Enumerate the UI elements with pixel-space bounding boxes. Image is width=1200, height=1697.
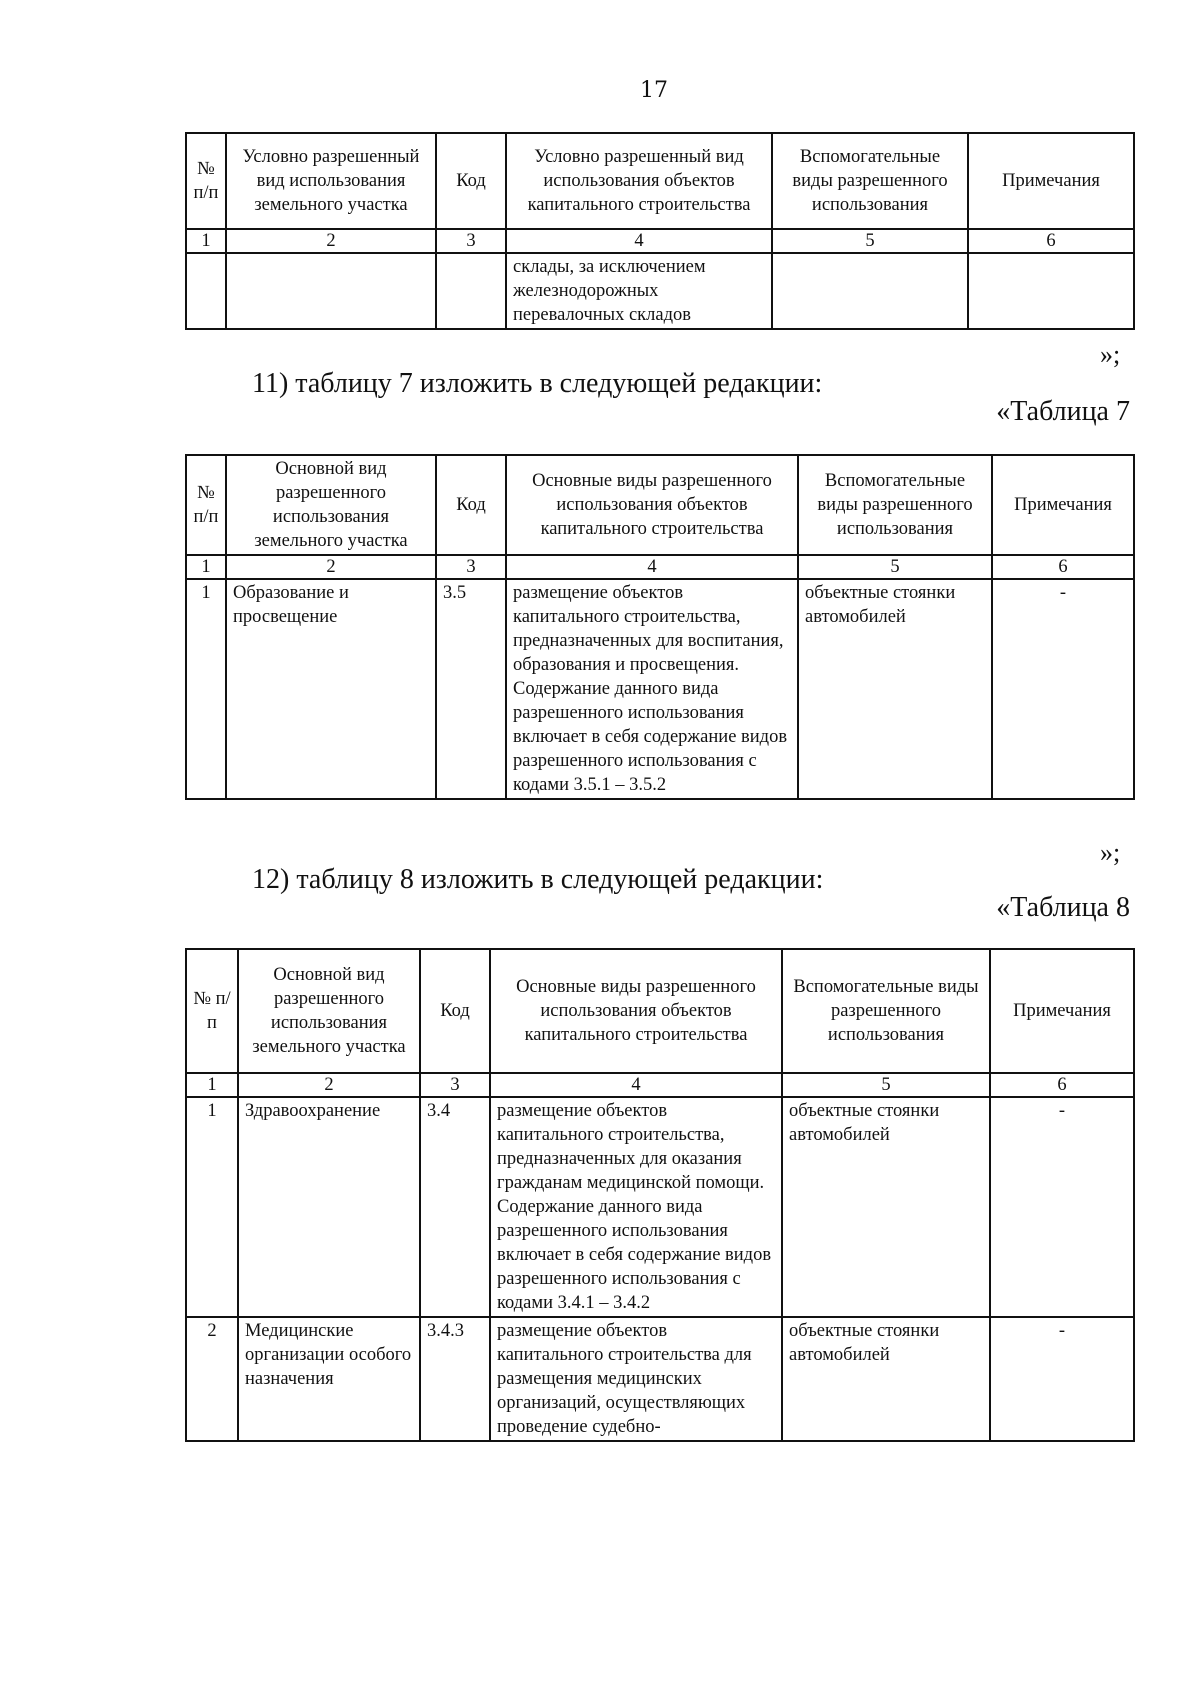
header-code: Код bbox=[436, 455, 506, 555]
header-auxiliary-uses: Вспомогательные виды разрешенного использования bbox=[772, 133, 968, 229]
cell-auxiliary-uses: объектные стоянки автомобилей bbox=[798, 579, 992, 799]
header-main-building-use-types: Основные виды разрешенного использования объектов капитального строительства bbox=[490, 949, 782, 1073]
header-main-land-use-type: Основной вид разрешенного использования земельного участка bbox=[238, 949, 420, 1073]
table-7 bbox=[185, 454, 1135, 800]
header-main-building-use-types: Основные виды разрешенного использования объектов капитального строительства bbox=[506, 455, 798, 555]
instruction-12: 12) таблицу 8 изложить в следующей редакции: bbox=[252, 864, 824, 895]
header-number: № п/п bbox=[186, 133, 226, 229]
table-continued bbox=[185, 132, 1135, 330]
col-num: 5 bbox=[772, 229, 968, 253]
col-num: 2 bbox=[238, 1073, 420, 1097]
header-number: № п/п bbox=[186, 455, 226, 555]
header-notes: Примечания bbox=[968, 133, 1134, 229]
cell-number: 1 bbox=[186, 579, 226, 799]
col-num: 2 bbox=[226, 555, 436, 579]
col-num: 1 bbox=[186, 229, 226, 253]
col-num: 6 bbox=[992, 555, 1134, 579]
cell-auxiliary-uses bbox=[772, 253, 968, 329]
column-number-row bbox=[186, 555, 1134, 579]
cell-auxiliary-uses: объектные стоянки автомобилей bbox=[782, 1097, 990, 1317]
table-8-caption: «Таблица 8 bbox=[996, 892, 1130, 923]
col-num: 5 bbox=[782, 1073, 990, 1097]
header-main-land-use-type: Основной вид разрешенного использования земельного участка bbox=[226, 455, 436, 555]
header-building-use-type: Условно разрешенный вид использования объектов капитального строительства bbox=[506, 133, 772, 229]
cell-building-use-description: размещение объектов капитального строительства для размещения медицинских организаций, осуществляющих проведение судебно- bbox=[490, 1317, 782, 1441]
table-8 bbox=[185, 948, 1135, 1442]
header-auxiliary-uses: Вспомогательные виды разрешенного использования bbox=[782, 949, 990, 1073]
cell-number bbox=[186, 253, 226, 329]
cell-notes bbox=[968, 253, 1134, 329]
cell-number: 2 bbox=[186, 1317, 238, 1441]
cell-land-use-type bbox=[226, 253, 436, 329]
closing-quote: »; bbox=[1100, 838, 1121, 867]
col-num: 4 bbox=[506, 229, 772, 253]
table-row bbox=[186, 1317, 1134, 1441]
cell-land-use-type: Здравоохранение bbox=[238, 1097, 420, 1317]
column-number-row bbox=[186, 1073, 1134, 1097]
col-num: 6 bbox=[990, 1073, 1134, 1097]
header-land-use-type: Условно разрешенный вид использования земельного участка bbox=[226, 133, 436, 229]
col-num: 5 bbox=[798, 555, 992, 579]
cell-building-use-description: склады, за исключением железнодорожных перевалочных складов bbox=[506, 253, 772, 329]
cell-code bbox=[436, 253, 506, 329]
header-notes: Примечания bbox=[992, 455, 1134, 555]
cell-notes: - bbox=[990, 1097, 1134, 1317]
header-number: № п/п bbox=[186, 949, 238, 1073]
col-num: 6 bbox=[968, 229, 1134, 253]
col-num: 1 bbox=[186, 555, 226, 579]
header-auxiliary-uses: Вспомогательные виды разрешенного использования bbox=[798, 455, 992, 555]
table-7-caption: «Таблица 7 bbox=[996, 396, 1130, 427]
header-notes: Примечания bbox=[990, 949, 1134, 1073]
col-num: 3 bbox=[436, 229, 506, 253]
cell-code: 3.4 bbox=[420, 1097, 490, 1317]
table-row bbox=[186, 579, 1134, 799]
cell-code: 3.4.3 bbox=[420, 1317, 490, 1441]
col-num: 4 bbox=[490, 1073, 782, 1097]
col-num: 3 bbox=[420, 1073, 490, 1097]
cell-land-use-type: Медицинские организации особого назначения bbox=[238, 1317, 420, 1441]
cell-land-use-type: Образование и просвещение bbox=[226, 579, 436, 799]
page-number: 17 bbox=[640, 78, 668, 103]
col-num: 4 bbox=[506, 555, 798, 579]
instruction-11: 11) таблицу 7 изложить в следующей редакции: bbox=[252, 368, 823, 399]
header-code: Код bbox=[436, 133, 506, 229]
cell-auxiliary-uses: объектные стоянки автомобилей bbox=[782, 1317, 990, 1441]
cell-building-use-description: размещение объектов капитального строительства, предназначенных для оказания гражданам медицинской помощи. Содержание данного вида разрешенного использования включает в себя содержание видов разрешенного использования с кодами 3.4.1 – 3.4.2 bbox=[490, 1097, 782, 1317]
col-num: 2 bbox=[226, 229, 436, 253]
cell-code: 3.5 bbox=[436, 579, 506, 799]
header-code: Код bbox=[420, 949, 490, 1073]
closing-quote: »; bbox=[1100, 340, 1121, 369]
col-num: 1 bbox=[186, 1073, 238, 1097]
table-row bbox=[186, 1097, 1134, 1317]
column-number-row bbox=[186, 229, 1134, 253]
cell-number: 1 bbox=[186, 1097, 238, 1317]
col-num: 3 bbox=[436, 555, 506, 579]
table-row bbox=[186, 253, 1134, 329]
cell-notes: - bbox=[992, 579, 1134, 799]
cell-notes: - bbox=[990, 1317, 1134, 1441]
cell-building-use-description: размещение объектов капитального строительства, предназначенных для воспитания, образования и просвещения. Содержание данного вида разрешенного использования включает в себя содержание видов разрешенного использования с кодами 3.5.1 – 3.5.2 bbox=[506, 579, 798, 799]
